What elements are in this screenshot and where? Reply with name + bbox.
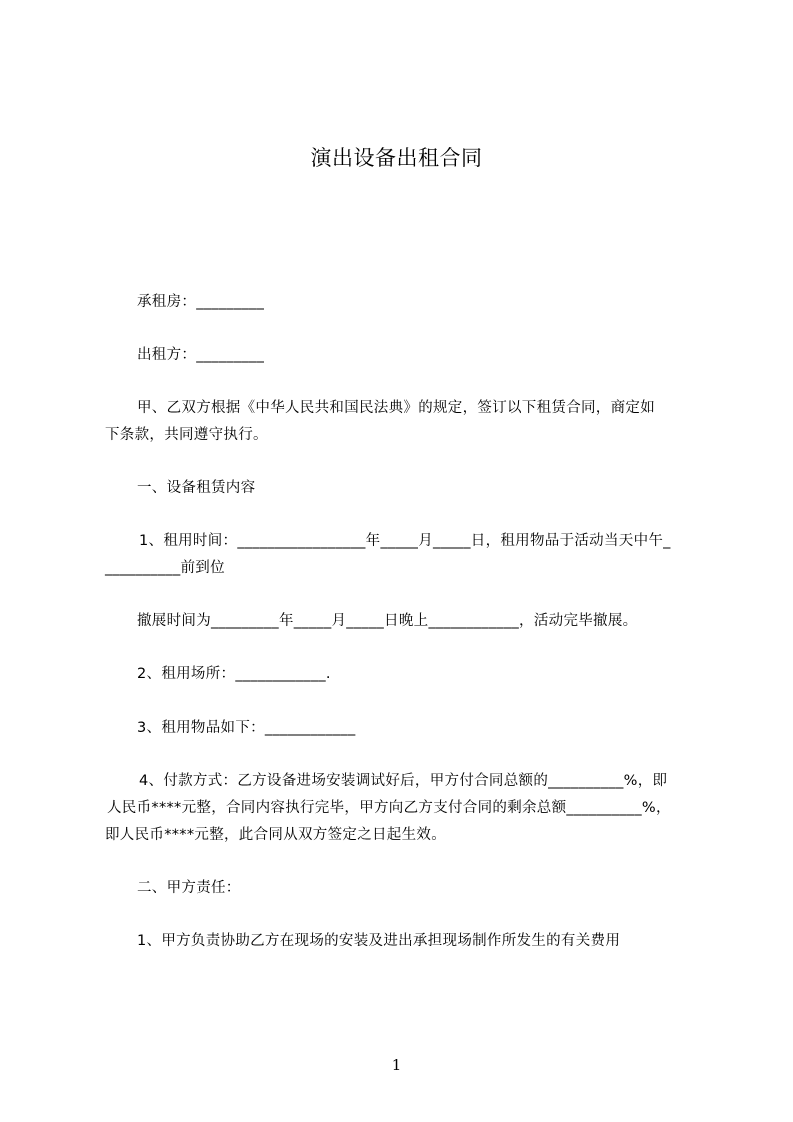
- lessee-line: 承租房：_________: [137, 294, 265, 310]
- document-title: 演出设备出租合同: [310, 146, 483, 170]
- item-4-line-1: 4、付款方式：乙方设备进场安装调试好后，甲方付合同总额的__________%，即: [139, 773, 668, 789]
- item-1-line-2: __________前到位: [105, 560, 225, 576]
- preamble-line-2: 下条款，共同遵守执行。: [105, 427, 268, 443]
- item-3-line: 3、租用物品如下：____________: [137, 720, 356, 736]
- section-2-item-1: 1、甲方负责协助乙方在现场的安装及进出承担现场制作所发生的有关费用: [137, 933, 621, 949]
- item-1-line-1: 1、租用时间：_________________年_____月_____日，租用物品于活动当天中午_: [139, 533, 671, 549]
- page-number: 1: [391, 1056, 402, 1074]
- item-2-line: 2、租用场所：____________.: [137, 666, 331, 682]
- item-4-line-2: 人民币****元整，合同内容执行完毕，甲方向乙方支付合同的剩余总额__________%，: [107, 800, 671, 816]
- section-1-heading: 一、设备租赁内容: [137, 480, 256, 496]
- item-4-line-3: 即人民币****元整，此合同从双方签定之日起生效。: [105, 827, 446, 843]
- item-1-line-3: 撤展时间为_________年_____月_____日晚上____________，活动完毕撤展。: [137, 613, 638, 629]
- section-2-heading: 二、甲方责任：: [137, 880, 241, 896]
- lessor-line: 出租方：_________: [137, 347, 265, 363]
- preamble-line-1: 甲、乙双方根据《中华人民共和国民法典》的规定，签订以下租赁合同，商定如: [137, 400, 655, 416]
